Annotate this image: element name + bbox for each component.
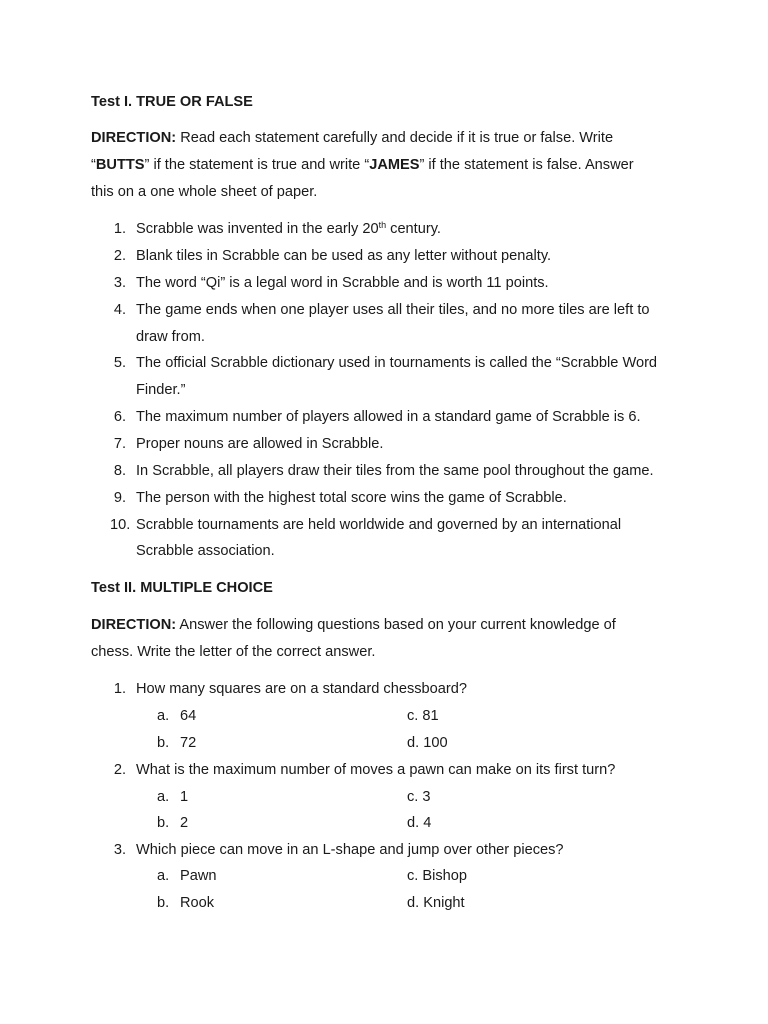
item-superscript: th xyxy=(378,220,387,230)
option-c: c. Bishop xyxy=(407,868,468,884)
item-number: 3. xyxy=(113,275,126,291)
option-d: d. 4 xyxy=(407,815,432,831)
option-letter: b. xyxy=(157,815,170,831)
question-text: What is the maximum number of moves a pawn can make on its first turn? xyxy=(136,762,616,778)
list-item: The game ends when one player uses all their tiles, and no more tiles are left to xyxy=(136,302,650,318)
option-d: d. 100 xyxy=(407,735,448,751)
option-letter: b. xyxy=(157,735,170,751)
option-letter: a. xyxy=(157,708,170,724)
item-number: 7. xyxy=(113,436,126,452)
item-number: 8. xyxy=(113,463,126,479)
question-number: 2. xyxy=(113,762,126,778)
item-text-end: century. xyxy=(386,221,441,237)
item-number: 4. xyxy=(113,302,126,318)
false-word: JAMES xyxy=(369,157,420,173)
item-text: Scrabble was invented in the early 20 xyxy=(136,221,379,237)
test1-direction-line2 xyxy=(91,157,634,173)
list-item: The maximum number of players allowed in a standard game of Scrabble is 6. xyxy=(136,409,641,425)
option-b: Rook xyxy=(180,895,215,911)
list-item xyxy=(136,221,441,237)
option-letter: a. xyxy=(157,868,170,884)
list-item: Blank tiles in Scrabble can be used as any letter without penalty. xyxy=(136,248,552,264)
direction-mid: ” if the statement is true and write “ xyxy=(144,157,370,173)
option-a: 64 xyxy=(180,708,197,724)
question-text: Which piece can move in an L-shape and jump over other pieces? xyxy=(136,842,564,858)
list-item: The word “Qi” is a legal word in Scrabble and is worth 11 points. xyxy=(136,275,549,291)
test1-direction-line1 xyxy=(91,130,613,146)
question-text: How many squares are on a standard chessboard? xyxy=(136,681,467,697)
list-item-continued: draw from. xyxy=(136,329,205,345)
list-item-continued: Finder.” xyxy=(136,382,186,398)
quote-open: “ xyxy=(91,157,96,173)
test2-direction-line2: chess. Write the letter of the correct answer. xyxy=(91,644,376,660)
option-letter: a. xyxy=(157,789,170,805)
item-number: 5. xyxy=(113,355,126,371)
test2-direction-text1: Answer the following questions based on your current knowledge of xyxy=(176,617,616,633)
item-number: 9. xyxy=(113,490,126,506)
question-number: 3. xyxy=(113,842,126,858)
test1-direction-label: DIRECTION: xyxy=(91,130,177,146)
test1-heading: Test I. TRUE OR FALSE xyxy=(91,94,253,110)
list-item-continued: Scrabble association. xyxy=(136,543,275,559)
test1-direction-text1: Read each statement carefully and decide if it is true or false. Write xyxy=(176,130,614,146)
test1-direction-line3: this on a one whole sheet of paper. xyxy=(91,184,318,200)
list-item: Scrabble tournaments are held worldwide and governed by an international xyxy=(136,517,622,533)
list-item: Proper nouns are allowed in Scrabble. xyxy=(136,436,384,452)
list-item: The person with the highest total score wins the game of Scrabble. xyxy=(136,490,567,506)
test2-direction-label: DIRECTION: xyxy=(91,617,177,633)
list-item: In Scrabble, all players draw their tiles from the same pool throughout the game. xyxy=(136,463,654,479)
list-item: The official Scrabble dictionary used in tournaments is called the “Scrabble Word xyxy=(136,355,658,371)
option-a: Pawn xyxy=(180,868,217,884)
item-number: 1. xyxy=(113,221,126,237)
option-a: 1 xyxy=(180,789,189,805)
option-c: c. 3 xyxy=(407,789,431,805)
option-c: c. 81 xyxy=(407,708,439,724)
option-b: 2 xyxy=(180,815,189,831)
test2-heading: Test II. MULTIPLE CHOICE xyxy=(91,580,273,596)
option-d: d. Knight xyxy=(407,895,465,911)
option-letter: b. xyxy=(157,895,170,911)
option-b: 72 xyxy=(180,735,197,751)
question-number: 1. xyxy=(113,681,126,697)
item-number: 10. xyxy=(110,517,131,533)
test2-direction-line1 xyxy=(91,617,616,633)
item-number: 2. xyxy=(113,248,126,264)
true-word: BUTTS xyxy=(95,157,145,173)
item-number: 6. xyxy=(113,409,126,425)
direction-end: ” if the statement is false. Answer xyxy=(419,157,634,173)
